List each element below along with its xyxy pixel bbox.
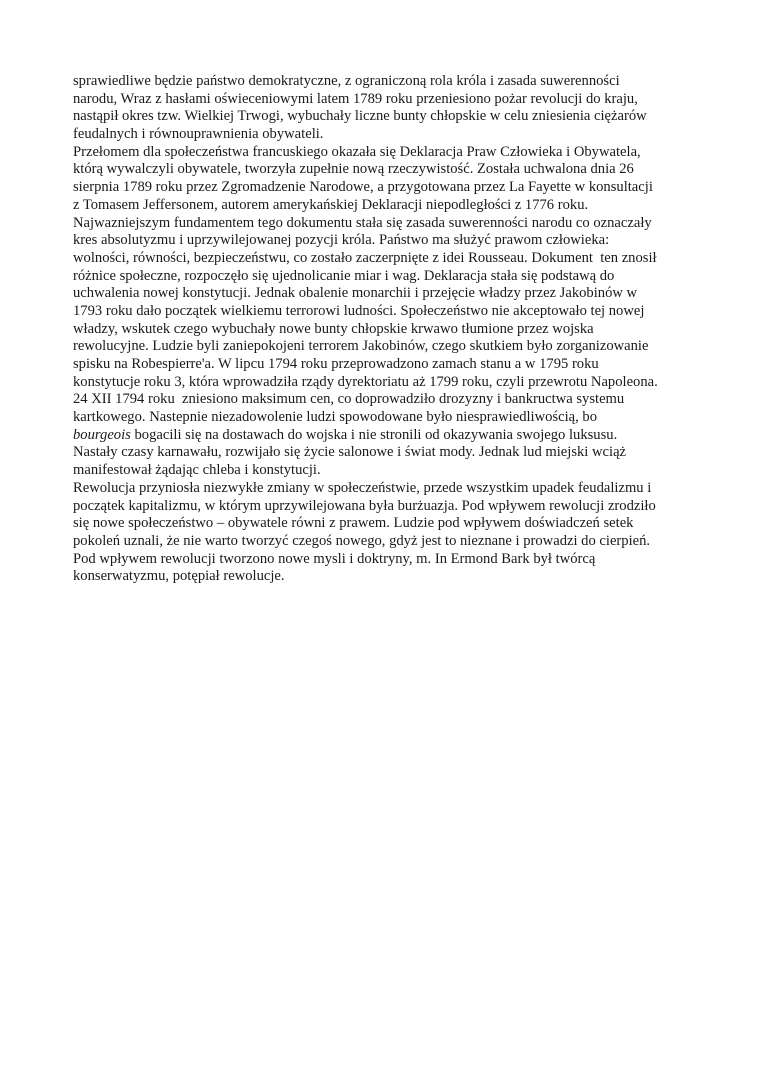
text-line: Najwazniejszym fundamentem tego dokumentu stała się zasada suwerenności narodu co oznaczały bbox=[73, 214, 652, 231]
text-line: konserwatyzmu, potępiał rewolucje. bbox=[73, 568, 285, 585]
text-line: nastąpił okres tzw. Wielkiej Trwogi, wybuchały liczne bunty chłopskie w celu zniesienia ciężarów bbox=[73, 108, 647, 125]
text-line: Nastały czasy karnawału, rozwijało się życie salonowe i świat mody. Jednak lud miejski wciąż bbox=[73, 444, 627, 461]
text-line: pokoleń uznali, że nie warto tworzyć czegoś nowego, gdyż jest to nieznane i prowadzi do cierpień. bbox=[73, 532, 651, 549]
text-line: którą wywalczyli obywatele, tworzyła zupełnie nową rzeczywistość. Została uchwalona dnia 26 bbox=[73, 161, 634, 178]
text-line: kres absolutyzmu i uprzywilejowanej pozycji króla. Państwo ma służyć prawom człowieka: bbox=[73, 232, 610, 249]
text-line: sprawiedliwe będzie państwo demokratyczne, z ograniczoną rola króla i zasada suwerenności bbox=[73, 73, 620, 89]
text-line: feudalnych i równouprawnienia obywateli. bbox=[73, 126, 324, 143]
text-line: kartkowego. Nastepnie niezadowolenie ludzi spowodowane było niesprawiedliwością, bo bbox=[73, 409, 598, 426]
text-line: narodu, Wraz z hasłami oświeceniowymi latem 1789 roku przeniesiono pożar revolucji do kraju, bbox=[73, 90, 638, 107]
text-line: wolności, równości, bezpieczeństwu, co zostało zaczerpnięte z idei Rousseau. Dokument ten znosił bbox=[73, 249, 657, 266]
text-line: konstytucje roku 3, która wprowadziła rządy dyrektoriatu aż 1799 roku, czyli przewrotu Napoleona. bbox=[73, 373, 658, 390]
body-text bbox=[73, 73, 693, 586]
text-line: Przełomem dla społeczeństwa francuskiego okazała się Deklaracja Praw Człowieka i Obywatela, bbox=[73, 143, 641, 160]
text-line: spisku na Robespierre'a. W lipcu 1794 roku przeprowadzono zamach stanu a w 1795 roku bbox=[73, 356, 599, 372]
text-line: początek kapitalizmu, w którym uprzywilejowana była burżuazja. Pod wpływem rewolucji zrodziło bbox=[73, 497, 656, 514]
text-line: władzy, wskutek czego wybuchały nowe bunty chłopskie krwawo tłumione przez wojska bbox=[73, 320, 594, 337]
text-line: Rewolucja przyniosła niezwykłe zmiany w społeczeństwie, przede wszystkim upadek feudalizmu i bbox=[73, 479, 652, 496]
text-line: z Tomasem Jeffersonem, autorem amerykańskiej Deklaracji niepodległości z 1776 roku. bbox=[73, 196, 589, 213]
italic-line-rest: bogacili się na dostawach do wojska i nie stronili od okazywania swojego luksusu. bbox=[130, 426, 618, 443]
text-line: uchwalenia nowej konstytucji. Jednak obalenie monarchii i przejęcie władzy przez Jakobinów w bbox=[73, 285, 638, 302]
text-line: 1793 roku dało początek wielkiemu terrorowi ludności. Społeczeństwo nie akceptowało tej nowej bbox=[73, 302, 645, 319]
text-line: się nowe społeczeństwo – obywatele równi z prawem. Ludzie pod wpływem doświadczeń setek bbox=[73, 515, 634, 532]
text-line: manifestował żądając chleba i konstytucji. bbox=[73, 462, 321, 479]
text-line: różnice społeczne, rozpoczęło się ujednolicanie miar i wag. Deklaracja stała się podstawą do bbox=[73, 267, 615, 284]
text-line-italic bbox=[73, 427, 693, 445]
text-line: Pod wpływem rewolucji tworzono nowe mysli i doktryny, m. In Ermond Bark był twórcą bbox=[73, 550, 596, 567]
text-line: sierpnia 1789 roku przez Zgromadzenie Narodowe, a przygotowana przez La Fayette w konsultacji bbox=[73, 179, 653, 196]
italic-term: bourgeois bbox=[73, 426, 131, 443]
text-line: rewolucyjne. Ludzie byli zaniepokojeni terrorem Jakobinów, czego skutkiem było zorganizowanie bbox=[73, 338, 649, 355]
text-line: 24 XII 1794 roku zniesiono maksimum cen, co doprowadziło drozyzny i bankructwa systemu bbox=[73, 391, 625, 408]
